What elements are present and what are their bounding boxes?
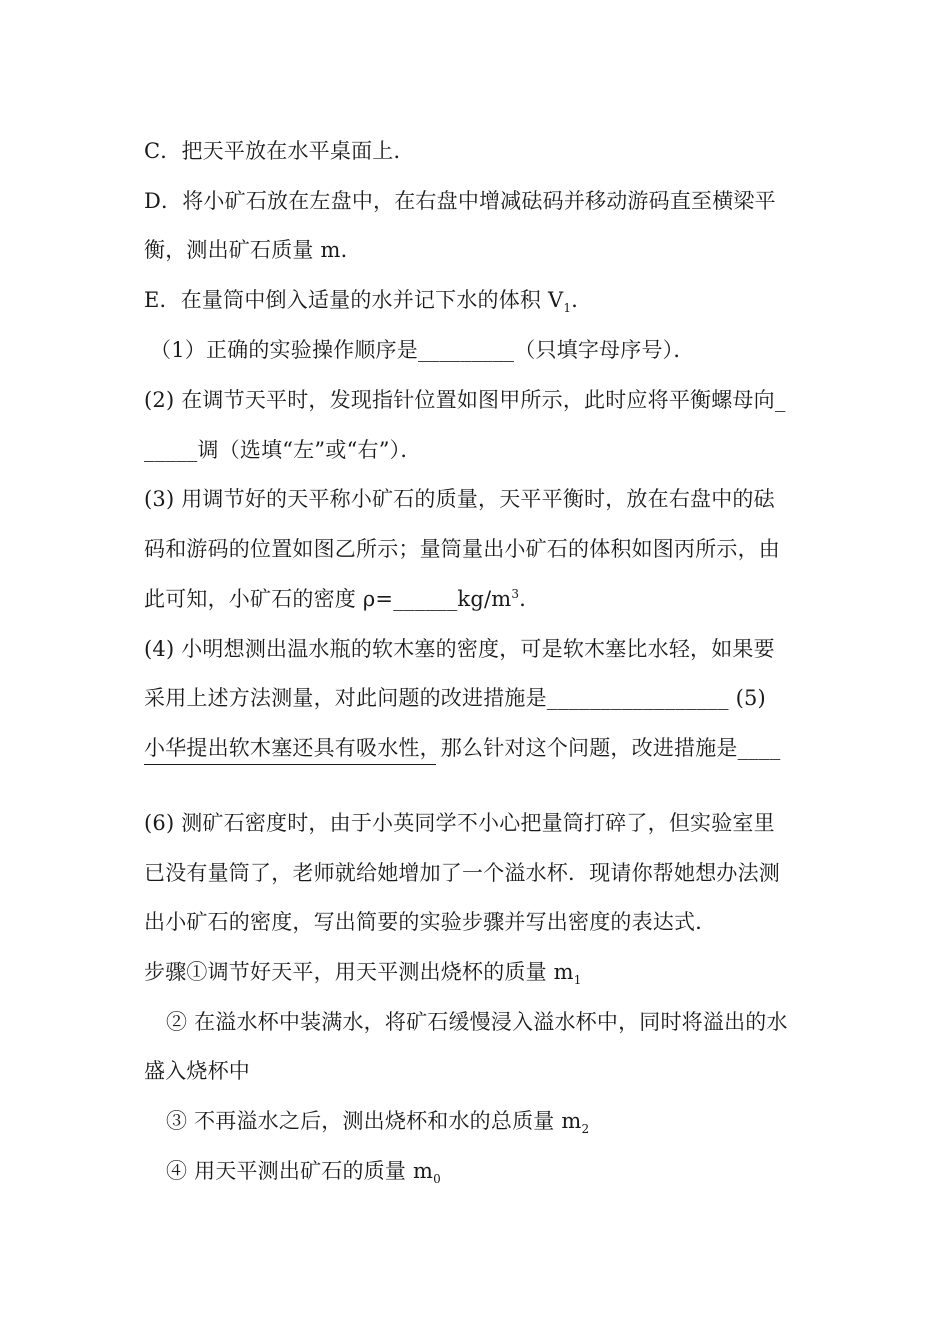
question-5-line1: 小华提出软木塞还具有吸水性，那么针对这个问题，改进措施是____ <box>144 736 781 760</box>
option-c: C．把天平放在水平桌面上． <box>144 139 415 163</box>
question-1: （1）正确的实验操作顺序是_________（只填字母序号）． <box>150 338 695 362</box>
option-e <box>144 285 814 315</box>
option-e-text: E．在量筒中倒入适量的水并记下水的体积 V <box>144 288 564 312</box>
step-4-subscript: 0 <box>433 1172 441 1187</box>
option-e-subscript: 1 <box>563 301 572 316</box>
question-3-line3 <box>144 584 814 614</box>
question-2-line2: _____调（选填“左”或“右”）． <box>144 438 422 462</box>
step-1-text: 步骤①调节好天平，用天平测出烧杯的质量 m <box>144 960 574 984</box>
question-6-line3: 出小矿石的密度，写出简要的实验步骤并写出密度的表达式． <box>144 910 717 934</box>
step-2-line2: 盛入烧杯中 <box>144 1059 250 1083</box>
answer-blank-line <box>144 764 436 765</box>
question-6-line2: 已没有量筒了，老师就给她增加了一个溢水杯．现请你帮她想办法测 <box>144 861 780 885</box>
question-3-line3-end: ． <box>519 587 541 611</box>
question-3-line3-text: 此可知，小矿石的密度 ρ=______kg/m <box>144 587 512 611</box>
unit-superscript: 3 <box>511 587 520 601</box>
step-4 <box>166 1156 836 1186</box>
step-3-subscript: 2 <box>581 1122 590 1137</box>
question-3-line2: 码和游码的位置如图乙所示；量筒量出小矿石的体积如图丙所示，由 <box>144 537 780 561</box>
step-2-line1: ② 在溢水杯中装满水，将矿石缓慢浸入溢水杯中，同时将溢出的水 <box>166 1010 788 1034</box>
step-3-text: ③ 不再溢水之后，测出烧杯和水的总质量 m <box>166 1109 582 1133</box>
step-1 <box>144 957 814 987</box>
option-d-line1: D．将小矿石放在左盘中，在右盘中增减砝码并移动游码直至横梁平 <box>144 189 776 213</box>
step-3 <box>166 1106 836 1136</box>
option-d-line2: 衡，测出矿石质量 m． <box>144 238 362 262</box>
question-4-line2: 采用上述方法测量，对此问题的改进措施是_________________ (5) <box>144 686 766 710</box>
question-6-line1: (6) 测矿石密度时，由于小英同学不小心把量筒打碎了，但实验室里 <box>144 811 775 835</box>
question-4-line1: (4) 小明想测出温水瓶的软木塞的密度，可是软木塞比水轻，如果要 <box>144 637 775 661</box>
step-4-text: ④ 用天平测出矿石的质量 m <box>166 1159 434 1183</box>
question-3-line1: (3) 用调节好的天平称小矿石的质量，天平平衡时，放在右盘中的砝 <box>144 487 775 511</box>
step-1-subscript: 1 <box>573 973 582 988</box>
question-2-line1: (2) 在调节天平时，发现指针位置如图甲所示，此时应将平衡螺母向_ <box>144 388 786 412</box>
option-e-end: ． <box>571 288 593 312</box>
